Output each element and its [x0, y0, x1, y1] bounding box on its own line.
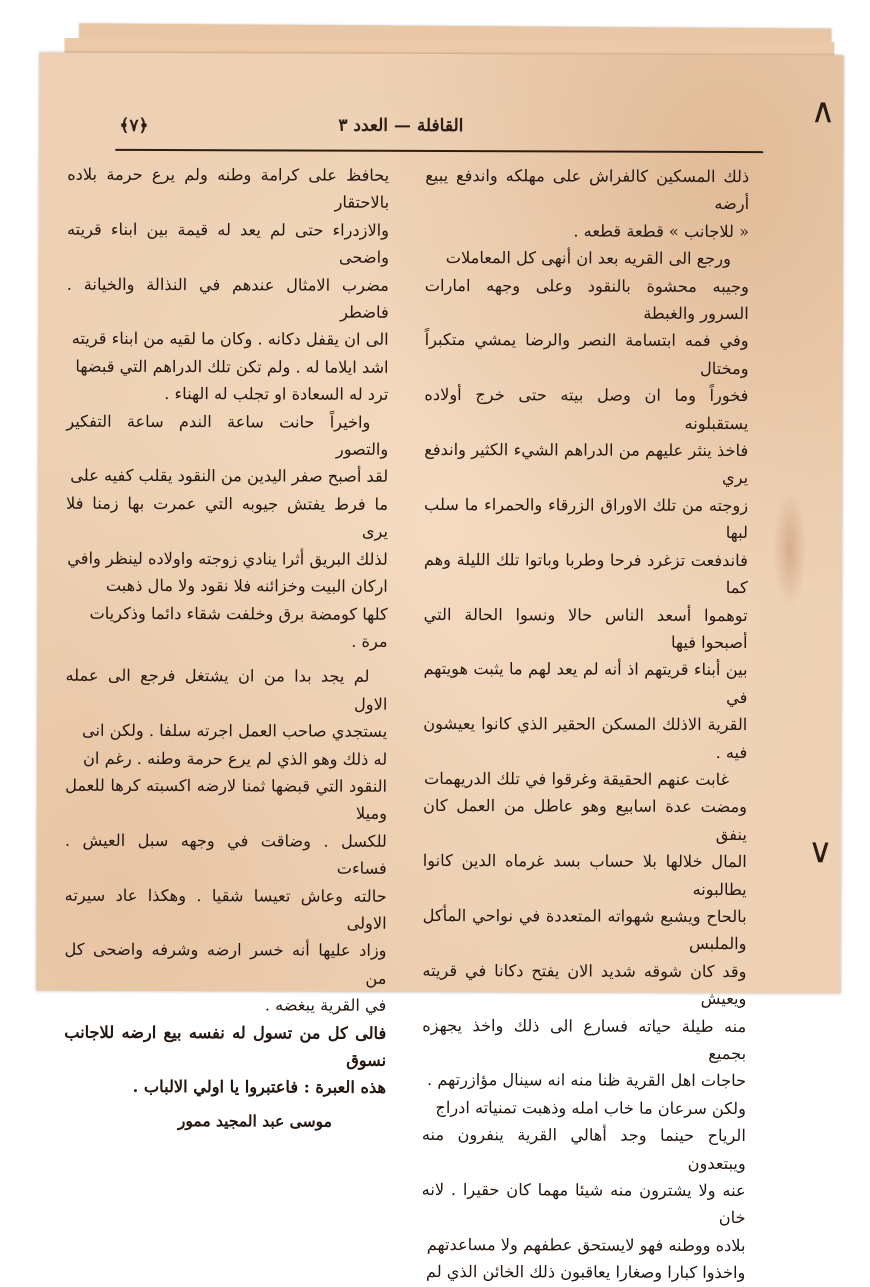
text-line: زوجته من تلك الاوراق الزرقاء والحمراء ما سلب لبها: [424, 494, 749, 543]
text-line: توهموا أسعد الناس حالا ونسوا الحالة التي أصبحوا فيها: [423, 604, 748, 652]
text-line: حاجات اهل القرية ظنا منه انه سينال مؤازرتهم .: [427, 1070, 747, 1091]
text-line: مرة .: [351, 631, 388, 651]
text-line: ذلك المسكين كالفراش على مهلكه واندفع يبيع أرضه: [425, 165, 750, 214]
text-line: بالحاح ويشبع شهواته المتعددة في نواحي المأكل والملبس: [422, 905, 747, 954]
text-line: ما فرط يفتش جيوبه التي عمرت بها زمنا فلا يرى: [66, 493, 389, 542]
text-line: ترد له السعادة او تجلب له الهناء .: [164, 384, 389, 405]
document-page: [36, 53, 843, 1283]
text-line: في القرية يبغضه .: [264, 995, 387, 1016]
text-line: عنه ولا يشترون منه شيئا مهما كان حقيرا . لانه خان: [421, 1179, 746, 1228]
text-line: واخذوا كبارا وصغارا يعاقبون ذلك الخائن الذي لم: [425, 1262, 746, 1283]
text-line: النقود التي قبضها ثمنا لارضه اكسبته كرها للعمل وميلا: [65, 775, 388, 824]
text-line: « للاجانب » قطعة قطعه .: [573, 221, 750, 241]
text-line: لقد أصبح صفر اليدين من النقود يقلب كفيه على: [70, 466, 389, 487]
text-line: ومضت عدة اسابيع وهو عاطل من العمل كان ينفق: [422, 796, 748, 844]
text-line: غابت عنهم الحقيقة وغرقوا في تلك الدريهمات: [424, 768, 730, 789]
text-line: واخيراً حانت ساعة الندم ساعة التفكير والتصور: [66, 411, 389, 459]
text-line: وفي فمه ابتسامة النصر والرضا يمشي متكبراً ومختال: [424, 330, 749, 378]
corner-mark-top: ∧: [810, 91, 836, 132]
text-line: منه طيلة حياته فسارع الى ذلك واخذ يجهزه بجميع: [422, 1015, 747, 1064]
text-line: له ذلك وهو الذي لم يرع حرمة وطنه . رغم ان: [83, 748, 388, 769]
text-line: فاخذ ينثر عليهم من الدراهم الشيء الكثير واندفع يري: [424, 440, 749, 488]
text-line: ورجع الى القريه بعد ان أنهى كل المعاملات: [445, 248, 731, 269]
header-rule: [115, 149, 763, 153]
text-line: اشد ايلاما له . ولم تكن تلك الدراهم التي قبضها: [75, 356, 389, 377]
text-line: مضرب الامثال عندهم في النذالة والخيانة . فاضطر: [66, 274, 389, 322]
text-line: المال خلالها بلا حساب بسد غرماه الدين كانوا يطالبونه: [422, 851, 747, 899]
text-line: وقد كان شوقه شديد الان يفتح دكانا في قريته ويعيش: [422, 960, 747, 1009]
text-line: وجيبه محشوة بالنقود وعلى وجهه امارات السرور والغبطة: [424, 275, 749, 324]
text-line: والازدراء حتى لم يعد له قيمة بين ابناء قريته واضحى: [66, 219, 390, 268]
text-line: بلاده ووطنه فهو لايستحق عطفهم ولا مساعدتهم: [426, 1234, 746, 1255]
text-line: الى ان يقفل دكانه . وكان ما لقيه من ابناء قريته: [71, 329, 389, 350]
text-line: لذلك البريق أثرا ينادي زوجته واولاده لينظر وافي: [67, 548, 388, 569]
text-line: الرياح حينما وجد أهالي القرية ينفرون منه ويبتعدون: [421, 1125, 746, 1173]
left-column: [64, 161, 389, 1135]
text-line: فاندفعت تزغرد فرحا وطربا وباتوا تلك الليلة وهم كما: [423, 549, 748, 598]
text-line: هذه العبرة : فاعتبروا يا اولي الالباب .: [132, 1077, 387, 1098]
text-line: كلها كومضة برق وخلفت شقاء دائما وذكريات: [89, 603, 388, 624]
corner-mark-bottom: ∨: [807, 831, 833, 872]
text-line: ولكن سرعان ما خاب امله وذهبت تمنياته ادراج: [435, 1097, 746, 1118]
text-line: لم يجد بدا من ان يشتغل فرجع الى عمله الاول: [65, 666, 388, 714]
text-line: يستجدي صاحب العمل اجرته سلفا . ولكن انى: [82, 720, 388, 741]
author-signature: موسى عبد المجيد ممور: [177, 1110, 332, 1131]
text-line: بين أبناء قريتهم اذ أنه لم يعد لهم ما يثبت هويتهم في: [423, 659, 748, 707]
text-line: وزاد عليها أنه خسر ارضه وشرفه واضحى كل من: [64, 940, 387, 988]
text-line: للكسل . وضاقت في وجهه سبل العيش . فساءت: [64, 830, 387, 878]
text-line: القرية الاذلك المسكن الحقير الذي كانوا يعيشون فيه .: [423, 714, 748, 762]
running-title: القافلة — العدد ٣: [338, 115, 464, 137]
paper-stain: [773, 490, 807, 610]
page-header: [119, 115, 763, 145]
text-line: اركان البيت وخزائنه فلا نقود ولا مال ذهبت: [105, 575, 388, 596]
text-line: فخوراً وما ان وصل بيته حتى خرج أولاده يستقبلونه: [424, 385, 749, 433]
text-line: فالى كل من تسول له نفسه بيع ارضه للاجانب نسوق: [64, 1022, 387, 1070]
right-column: [421, 162, 749, 1287]
text-line: يحافظ على كرامة وطنه ولم يرع حرمة بلاده بالاحتقار: [67, 164, 390, 213]
text-line: حالته وعاش تعيسا شقيا . وهكذا عاد سيرته الاولى: [64, 885, 387, 933]
page-number: ﴿٧﴾: [119, 115, 149, 136]
